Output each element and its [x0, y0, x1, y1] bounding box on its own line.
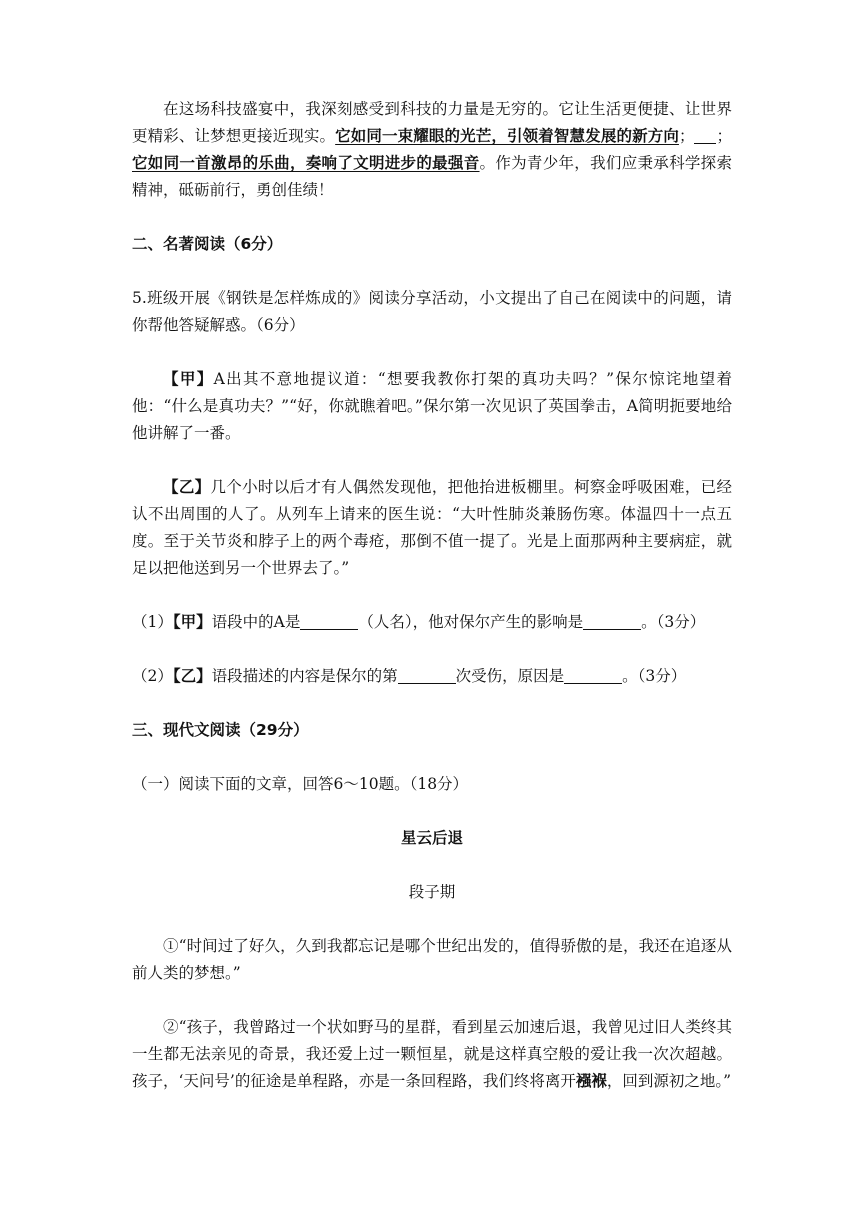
- passage-jia: [132, 366, 732, 447]
- paragraph-text-end: ，回到源初之地。”: [606, 1072, 732, 1090]
- separator: ；: [716, 127, 732, 145]
- section-heading-2: 二、名著阅读（6分）: [132, 235, 283, 253]
- sub-question-text: 次受伤，原因是: [455, 667, 565, 685]
- article-author: 段子期: [408, 883, 456, 901]
- passage-yi-text: 几个小时以后才有人偶然发现他，把他抬进板棚里。柯察金呼吸困难，已经认不出周围的人了。从列车上请来的医生说：“大叶性肺炎兼肠伤寒。体温四十一点五度。至于关节炎和脖子上的两个毒疮，那倒不值一提了。光是上面那两种主要病症，就足以把他送到另一个世界去了。”: [132, 478, 732, 577]
- passage-tag-yi: 【乙】: [163, 478, 211, 496]
- sub-question-number: （2）: [132, 667, 173, 685]
- separator: ；: [678, 127, 695, 145]
- document-page: [132, 96, 732, 1095]
- article-paragraph-2: [132, 1014, 732, 1095]
- sub-question-tag: 【甲】: [172, 613, 212, 631]
- answer-blank-name[interactable]: [300, 614, 358, 631]
- answer-blank-count[interactable]: [398, 668, 456, 685]
- sub-question-text: 语段中的A是: [211, 613, 301, 631]
- article-title: 星云后退: [400, 829, 463, 847]
- sub-question-text: 语段描述的内容是保尔的第: [211, 667, 398, 685]
- passage-jia-text: A出其不意地提议道：“想要我教你打架的真功夫吗？”保尔惊诧地望着他：“什么是真功夫？”“好，你就瞧着吧。”保尔第一次见识了英国拳击，A简明扼要地给他讲解了一番。: [132, 370, 732, 442]
- answer-blank-influence[interactable]: [583, 614, 641, 631]
- underlined-sentence-2: 它如同一首激昂的乐曲，奏响了文明进步的最强音: [132, 154, 480, 172]
- sub-question-text: 。（3分）: [622, 667, 687, 685]
- emphasized-word: 襁褓: [575, 1072, 607, 1090]
- sub-question-2: [132, 663, 732, 690]
- answer-blank-reason[interactable]: [564, 668, 622, 685]
- passage-tag-jia: 【甲】: [163, 370, 214, 388]
- intro-text: 在这场科技盛宴中，我深刻感受到科技的力量是无穷的。它让生活更便捷、让世界更精彩、让梦想更接近现实。: [132, 100, 732, 145]
- intro-text-end: 。作为青少年，我们应秉承科学探索精神，砥砺前行，勇创佳绩！: [132, 154, 732, 199]
- sub-question-1: [132, 609, 732, 636]
- underlined-sentence-1: 它如同一束耀眼的光芒，引领着智慧发展的新方向: [335, 127, 679, 145]
- question-5: 5.班级开展《钢铁是怎样炼成的》阅读分享活动，小文提出了自己在阅读中的问题，请你帮他答疑解惑。（6分）: [132, 289, 732, 334]
- article-paragraph-1: ①“时间过了好久，久到我都忘记是哪个世纪出发的，值得骄傲的是，我还在追逐从前人类的梦想。”: [132, 937, 732, 982]
- sub-question-text: （人名），他对保尔产生的影响是: [358, 613, 584, 631]
- intro-paragraph: [132, 96, 732, 204]
- passage-yi: [132, 474, 732, 582]
- reading-instruction: （一）阅读下面的文章，回答6～10题。（18分）: [132, 775, 469, 793]
- sub-question-number: （1）: [132, 613, 173, 631]
- section-heading-3: 三、现代文阅读（29分）: [132, 721, 309, 739]
- sub-question-text: 。（3分）: [641, 613, 706, 631]
- fill-blank[interactable]: [694, 128, 716, 145]
- sub-question-tag: 【乙】: [172, 667, 212, 685]
- paragraph-text: ②“孩子，我曾路过一个状如野马的星群，看到星云加速后退，我曾见过旧人类终其一生都无法亲见的奇景，我还爱上过一颗恒星，就是这样真空般的爱让我一次次超越。孩子，‘天问号’的征途是单程路，亦是一条回程路，我们终将离开: [132, 1018, 732, 1090]
